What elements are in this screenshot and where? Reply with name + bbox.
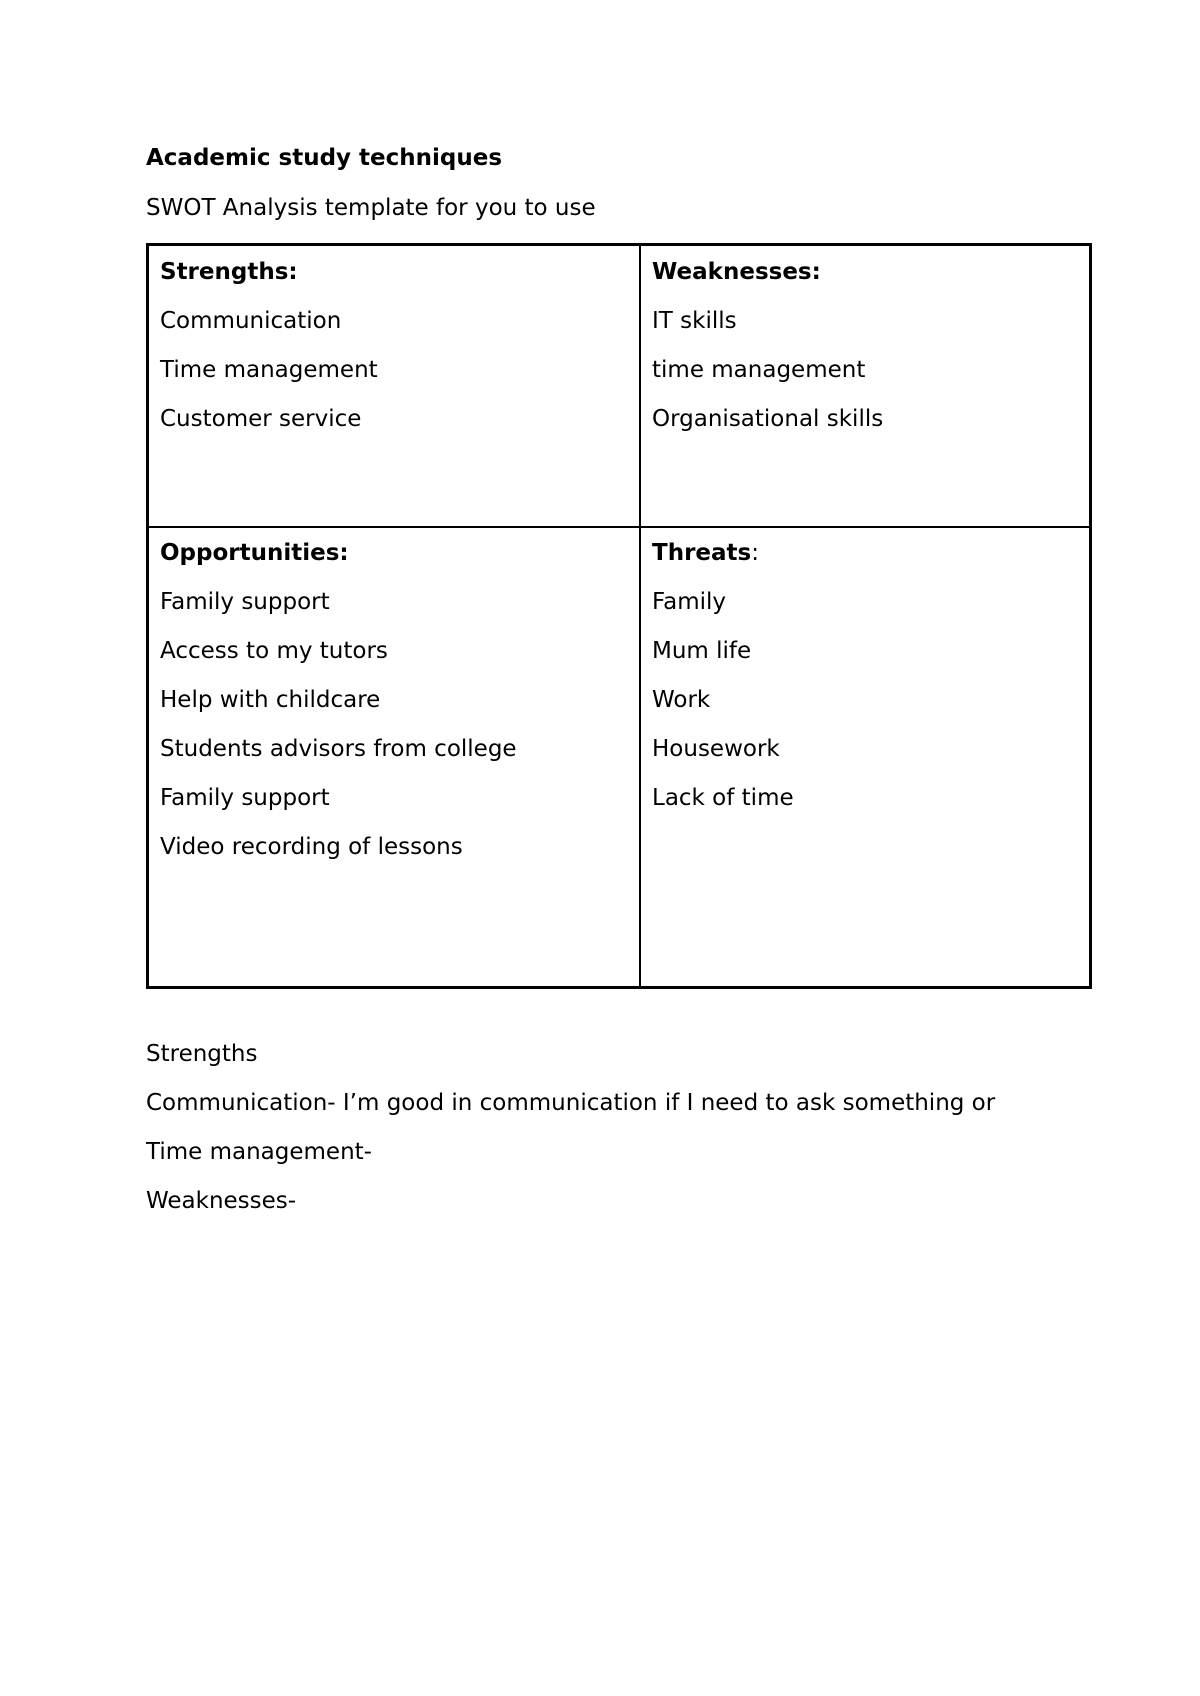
weaknesses-cell (652, 248, 1082, 444)
list-item: Housework (652, 736, 780, 762)
opportunities-cell (160, 529, 630, 872)
threats-heading (652, 529, 1082, 578)
notes-line: Weaknesses- (146, 1188, 297, 1214)
weaknesses-list (652, 297, 1082, 444)
threats-heading-colon: : (751, 540, 759, 566)
list-item: Access to my tutors (160, 638, 388, 664)
list-item: Family support (160, 785, 330, 811)
threats-list (652, 578, 1082, 823)
strengths-heading: Strengths: (160, 259, 298, 285)
strengths-list (160, 297, 630, 444)
list-item: time management (652, 357, 866, 383)
list-item: Time management (160, 357, 378, 383)
list-item: Communication (160, 308, 342, 334)
list-item: Customer service (160, 406, 362, 432)
list-item: Organisational skills (652, 406, 884, 432)
document-subtitle: SWOT Analysis template for you to use (146, 195, 596, 221)
list-item: Help with childcare (160, 687, 381, 713)
notes-section (146, 1030, 995, 1226)
notes-line: Strengths (146, 1041, 258, 1067)
weaknesses-heading: Weaknesses: (652, 259, 821, 285)
swot-table (146, 243, 1092, 989)
threats-heading-label: Threats (652, 540, 752, 566)
table-horizontal-divider (149, 526, 1089, 528)
list-item: Video recording of lessons (160, 834, 463, 860)
opportunities-heading: Opportunities: (160, 540, 349, 566)
notes-line: Time management- (146, 1139, 372, 1165)
threats-cell (652, 529, 1082, 823)
list-item: IT skills (652, 308, 737, 334)
list-item: Mum life (652, 638, 752, 664)
list-item: Lack of time (652, 785, 794, 811)
list-item: Family support (160, 589, 330, 615)
strengths-cell (160, 248, 630, 444)
list-item: Students advisors from college (160, 736, 517, 762)
opportunities-list (160, 578, 630, 872)
notes-line: Communication- I’m good in communication if I need to ask something or (146, 1090, 996, 1116)
list-item: Work (652, 687, 711, 713)
document-title: Academic study techniques (146, 145, 503, 171)
list-item: Family (652, 589, 727, 615)
table-vertical-divider (639, 246, 641, 986)
